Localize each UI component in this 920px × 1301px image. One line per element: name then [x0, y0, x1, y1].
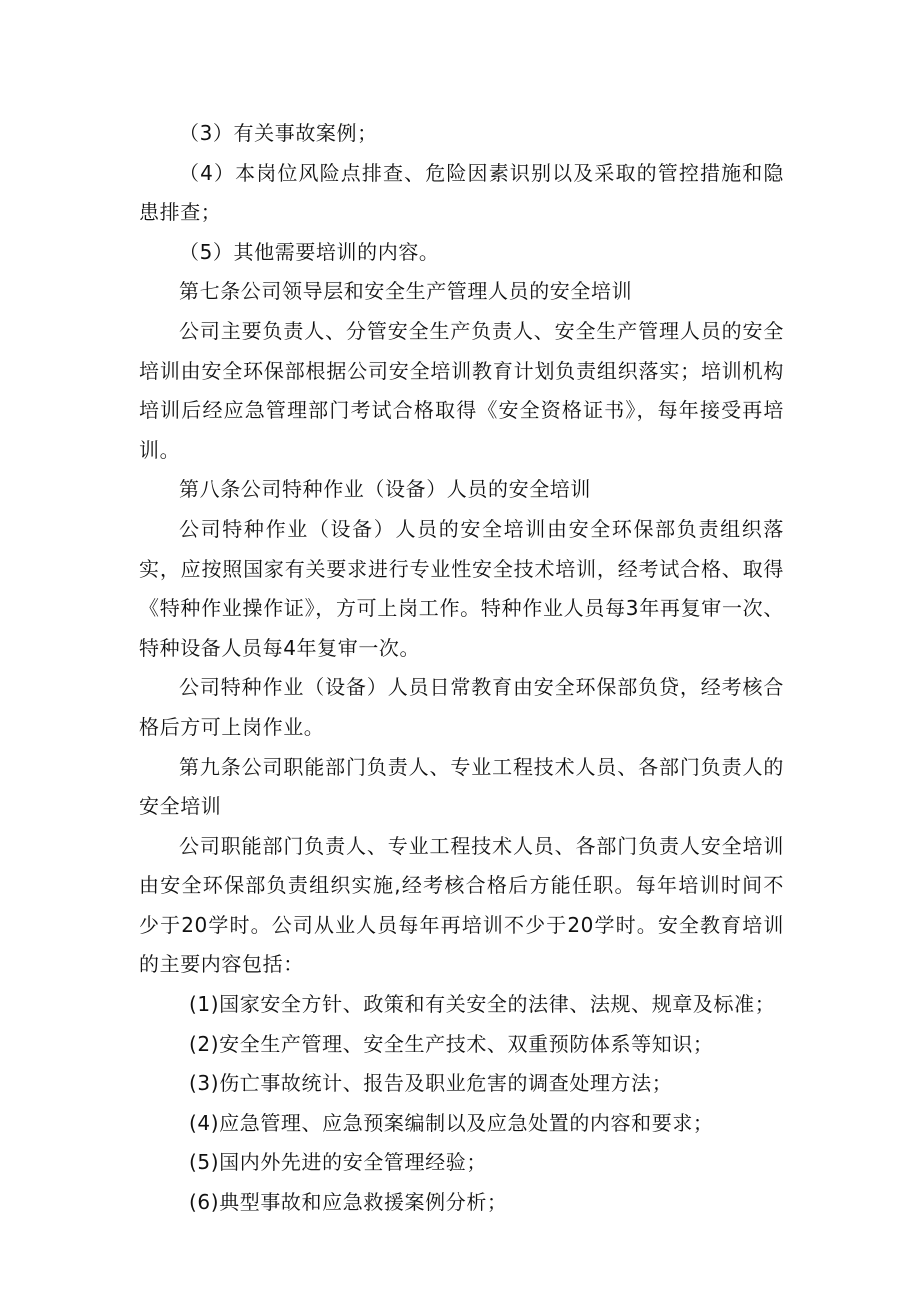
training-content-item-2: (2)安全生产管理、安全生产技术、双重预防体系等知识； [189, 1031, 714, 1056]
article-7-heading: 第七条公司领导层和安全生产管理人员的安全培训 [179, 279, 633, 304]
article-8-heading: 第八条公司特种作业（设备）人员的安全培训 [179, 477, 591, 502]
article-8-paragraph-1: 公司特种作业（设备）人员的安全培训由安全环保部负责组织落实，应按照国家有关要求进行专业性安全技术培训，经考试合格、取得《特种作业操作证》，方可上岗工作。特种作业人员每3年再复审一次、特种设备人员每4年复审一次。 [139, 516, 784, 660]
article-7-paragraph: 公司主要负责人、分管安全生产负责人、安全生产管理人员的安全培训由安全环保部根据公司安全培训教育计划负责组织落实；培训机构培训后经应急管理部门考试合格取得《安全资格证书》，每年接受再培训。 [139, 318, 784, 462]
list-item-3-accident-cases: （3）有关事故案例； [179, 121, 378, 145]
training-content-item-3: (3)伤亡事故统计、报告及职业危害的调查处理方法； [189, 1071, 673, 1096]
training-content-item-1: (1)国家安全方针、政策和有关安全的法律、法规、规章及标准； [189, 992, 776, 1017]
training-content-item-4: (4)应急管理、应急预案编制以及应急处置的内容和要求； [189, 1110, 714, 1135]
article-9-paragraph: 公司职能部门负责人、专业工程技术人员、各部门负责人安全培训由安全环保部负责组织实施,经考核合格后方能任职。每年培训时间不少于20学时。公司从业人员每年再培训不少于20学时。安全教育培训的主要内容包括： [139, 833, 784, 977]
list-item-4-risk-point-check: （4）本岗位风险点排查、危险因素识别以及采取的管控措施和隐患排查； [139, 160, 784, 225]
document-body [139, 114, 784, 1223]
article-8-paragraph-2: 公司特种作业（设备）人员日常教育由安全环保部负贷，经考核合格后方可上岗作业。 [139, 675, 784, 739]
training-content-item-6: (6)典型事故和应急救援案例分析； [189, 1190, 508, 1215]
list-item-5-other-content: （5）其他需要培训的内容。 [179, 239, 440, 264]
article-9-heading: 第九条公司职能部门负责人、专业工程技术人员、各部门负责人的安全培训 [139, 754, 784, 819]
training-content-item-5: (5)国内外先进的安全管理经验； [189, 1150, 487, 1175]
